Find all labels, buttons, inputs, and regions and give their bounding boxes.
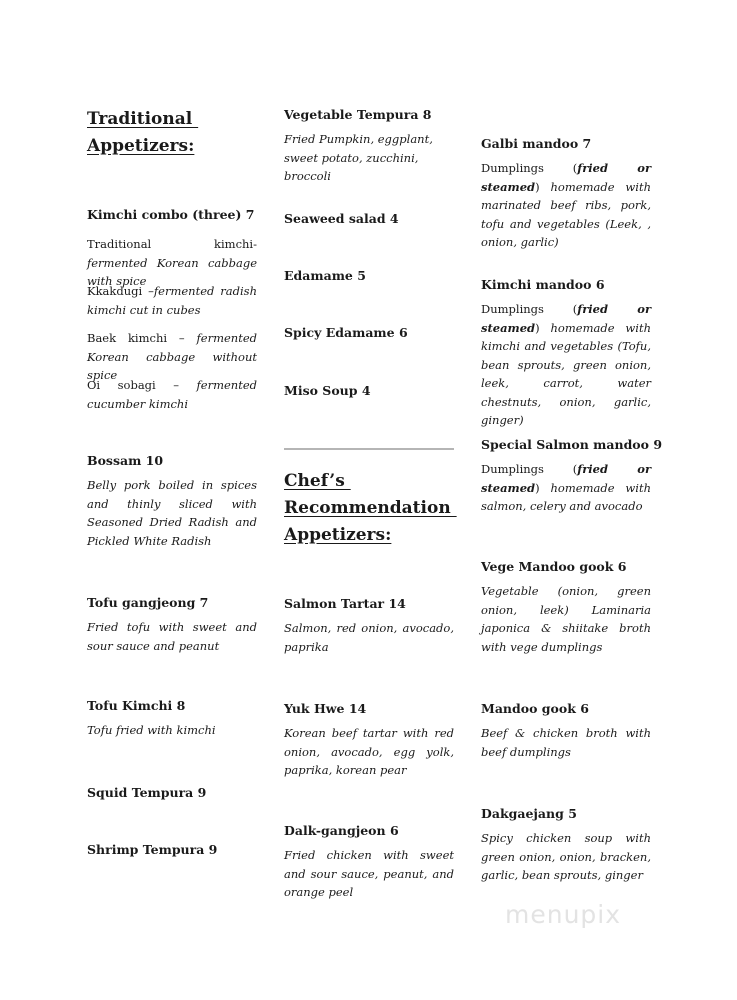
item-name: Special Salmon mandoo 9 [481,437,663,452]
menu-item-tofu-gangjeong [87,595,257,655]
menu-item-special-salmon-mandoo [481,437,663,516]
item-name: Seaweed salad 4 [284,211,399,226]
section-title-chefs-recommendation: Chef’s Recommendation Appetizers: [284,471,457,545]
item-description: Spicy chicken soup with green onion, onion, bracken, garlic, bean sprouts, ginger [481,831,651,882]
kimchi-option-oi-sobagi: Oi sobagi – fermented cucumber kimchi [87,378,257,411]
item-description: Vegetable (onion, green onion, leek) Laminaria japonica & shiitake broth with vege dumplings [481,584,651,654]
menu-item-spicy-edamame [284,325,454,341]
item-name: Tofu Kimchi 8 [87,698,186,713]
item-name: Galbi mandoo 7 [481,136,592,151]
item-description: Dumplings (fried or steamed) homemade with salmon, celery and avocado [481,462,651,513]
item-name: Spicy Edamame 6 [284,325,408,340]
item-description: Dumplings (fried or steamed) homemade with kimchi and vegetables (Tofu, bean sprouts, green onion, leek, carrot, water chestnuts, onion, garlic, ginger) [481,302,651,427]
menu-item-edamame [284,268,454,284]
menu-item-mandoo-gook [481,701,651,761]
item-name: Kimchi mandoo 6 [481,277,605,292]
menu-item-bossam [87,453,257,550]
section-title-traditional: Traditional Appetizers: [87,109,199,156]
menu-item-squid-tempura [87,785,257,801]
item-description: Fried Pumpkin, eggplant, sweet potato, zucchini, broccoli [284,132,433,183]
item-description: Belly pork boiled in spices and thinly sliced with Seasoned Dried Radish and Pickled White Radish [87,478,257,548]
item-name: Edamame 5 [284,268,366,283]
menu-item-kimchi-combo [87,207,257,223]
menu-item-galbi-mandoo [481,136,651,252]
item-name: Salmon Tartar 14 [284,596,406,611]
menu-item-dakgaejang [481,806,651,885]
item-name: Dakgaejang 5 [481,806,577,821]
item-description: Tofu fried with kimchi [87,723,216,737]
item-name: Shrimp Tempura 9 [87,842,218,857]
kimchi-option-traditional: Traditional kimchi- fermented Korean cabbage with spice [87,237,257,288]
item-description: Fried chicken with sweet and sour sauce, peanut, and orange peel [284,848,454,899]
menu-item-vege-mandoo-gook [481,559,651,656]
menu-item-miso-soup [284,383,454,399]
menu-item-salmon-tartar [284,596,454,656]
menu-item-vegetable-tempura [284,107,454,186]
kimchi-option-baek: Baek kimchi – fermented Korean cabbage without spice [87,331,257,382]
item-name: Miso Soup 4 [284,383,371,398]
item-name: Vege Mandoo gook 6 [481,559,627,574]
item-name: Kimchi combo (three) 7 [87,207,255,222]
item-description: Salmon, red onion, avocado, paprika [284,621,454,654]
menu-item-dalk-gangjeon [284,823,454,902]
menu-item-seaweed-salad [284,211,454,227]
item-name: Dalk-gangjeon 6 [284,823,399,838]
item-description: Korean beef tartar with red onion, avocado, egg yolk, paprika, korean pear [284,726,454,777]
item-name: Tofu gangjeong 7 [87,595,209,610]
menupix-watermark: menupix [505,900,622,929]
item-name: Vegetable Tempura 8 [284,107,432,122]
item-name: Mandoo gook 6 [481,701,589,716]
item-description: Beef & chicken broth with beef dumplings [481,726,651,759]
kimchi-option-kkakdugi: Kkakdugi –fermented radish kimchi cut in cubes [87,284,257,317]
item-description: Fried tofu with sweet and sour sauce and peanut [87,620,257,653]
item-name: Squid Tempura 9 [87,785,207,800]
menu-item-yuk-hwe [284,701,454,780]
item-name: Yuk Hwe 14 [284,701,367,716]
menu-item-kimchi-mandoo [481,277,651,430]
item-name: Bossam 10 [87,453,164,468]
section-divider [284,448,454,450]
menu-item-shrimp-tempura [87,842,257,858]
item-description: Dumplings (fried or steamed) homemade with marinated beef ribs, pork, tofu and vegetables (Leek, , onion, garlic) [481,161,651,249]
menu-item-tofu-kimchi [87,698,257,740]
